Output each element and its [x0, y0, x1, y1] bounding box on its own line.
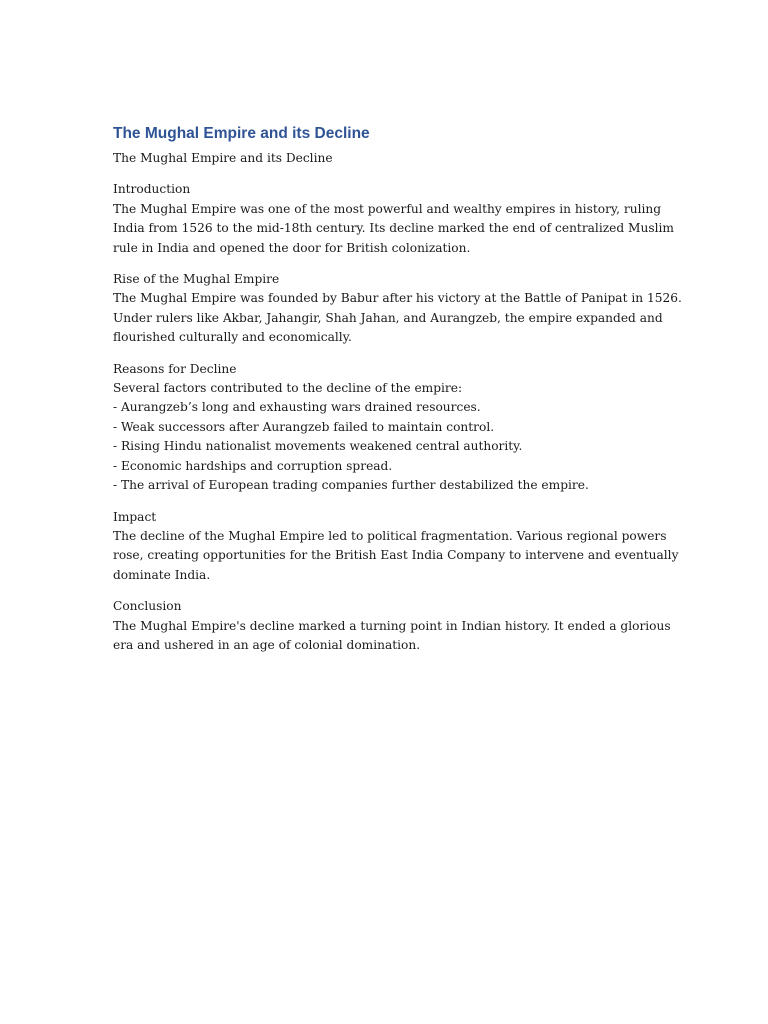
text-line: era and ushered in an age of colonial domination.: [113, 637, 421, 652]
text-line: The Mughal Empire was founded by Babur after his victory at the Battle of Panipat in 1526.: [113, 291, 682, 306]
list-item: - Rising Hindu nationalist movements weakened central authority.: [113, 439, 523, 454]
text-line: The Mughal Empire was one of the most powerful and wealthy empires in history, ruling: [113, 201, 662, 216]
section-heading-rise: Rise of the Mughal Empire: [113, 272, 280, 287]
section-heading-introduction: Introduction: [113, 182, 191, 197]
section-impact: [113, 508, 679, 586]
section-heading-reasons: Reasons for Decline: [113, 361, 237, 376]
document-body: [113, 122, 682, 667]
document-subtitle: [113, 149, 658, 168]
text-line: Under rulers like Akbar, Jahangir, Shah Jahan, and Aurangzeb, the empire expanded and: [113, 310, 663, 325]
section-introduction: [113, 180, 674, 258]
text-line: rose, creating opportunities for the British East India Company to intervene and eventually: [113, 548, 679, 563]
list-item: - Aurangzeb’s long and exhausting wars drained resources.: [113, 400, 481, 415]
document-title: The Mughal Empire and its Decline: [113, 125, 370, 142]
list-item: - Weak successors after Aurangzeb failed to maintain control.: [113, 419, 495, 434]
section-heading-conclusion: Conclusion: [113, 599, 182, 614]
section-reasons: [113, 360, 658, 496]
text-line: India from 1526 to the mid-18th century. Its decline marked the end of centralized Muslim: [113, 221, 674, 236]
section-conclusion: [113, 597, 671, 655]
list-item: - Economic hardships and corruption spread.: [113, 458, 393, 473]
reasons-intro: Several factors contributed to the decline of the empire:: [113, 381, 463, 396]
text-line: The Mughal Empire's decline marked a turning point in Indian history. It ended a glorious: [113, 618, 671, 633]
text-line: dominate India.: [113, 567, 211, 582]
text-line: The decline of the Mughal Empire led to political fragmentation. Various regional powers: [113, 528, 667, 543]
list-item: - The arrival of European trading companies further destabilized the empire.: [113, 478, 589, 493]
subtitle-line: The Mughal Empire and its Decline: [113, 151, 333, 165]
text-line: flourished culturally and economically.: [113, 330, 352, 345]
section-rise: [113, 270, 682, 348]
text-line: rule in India and opened the door for British colonization.: [113, 240, 471, 255]
section-heading-impact: Impact: [113, 509, 157, 524]
